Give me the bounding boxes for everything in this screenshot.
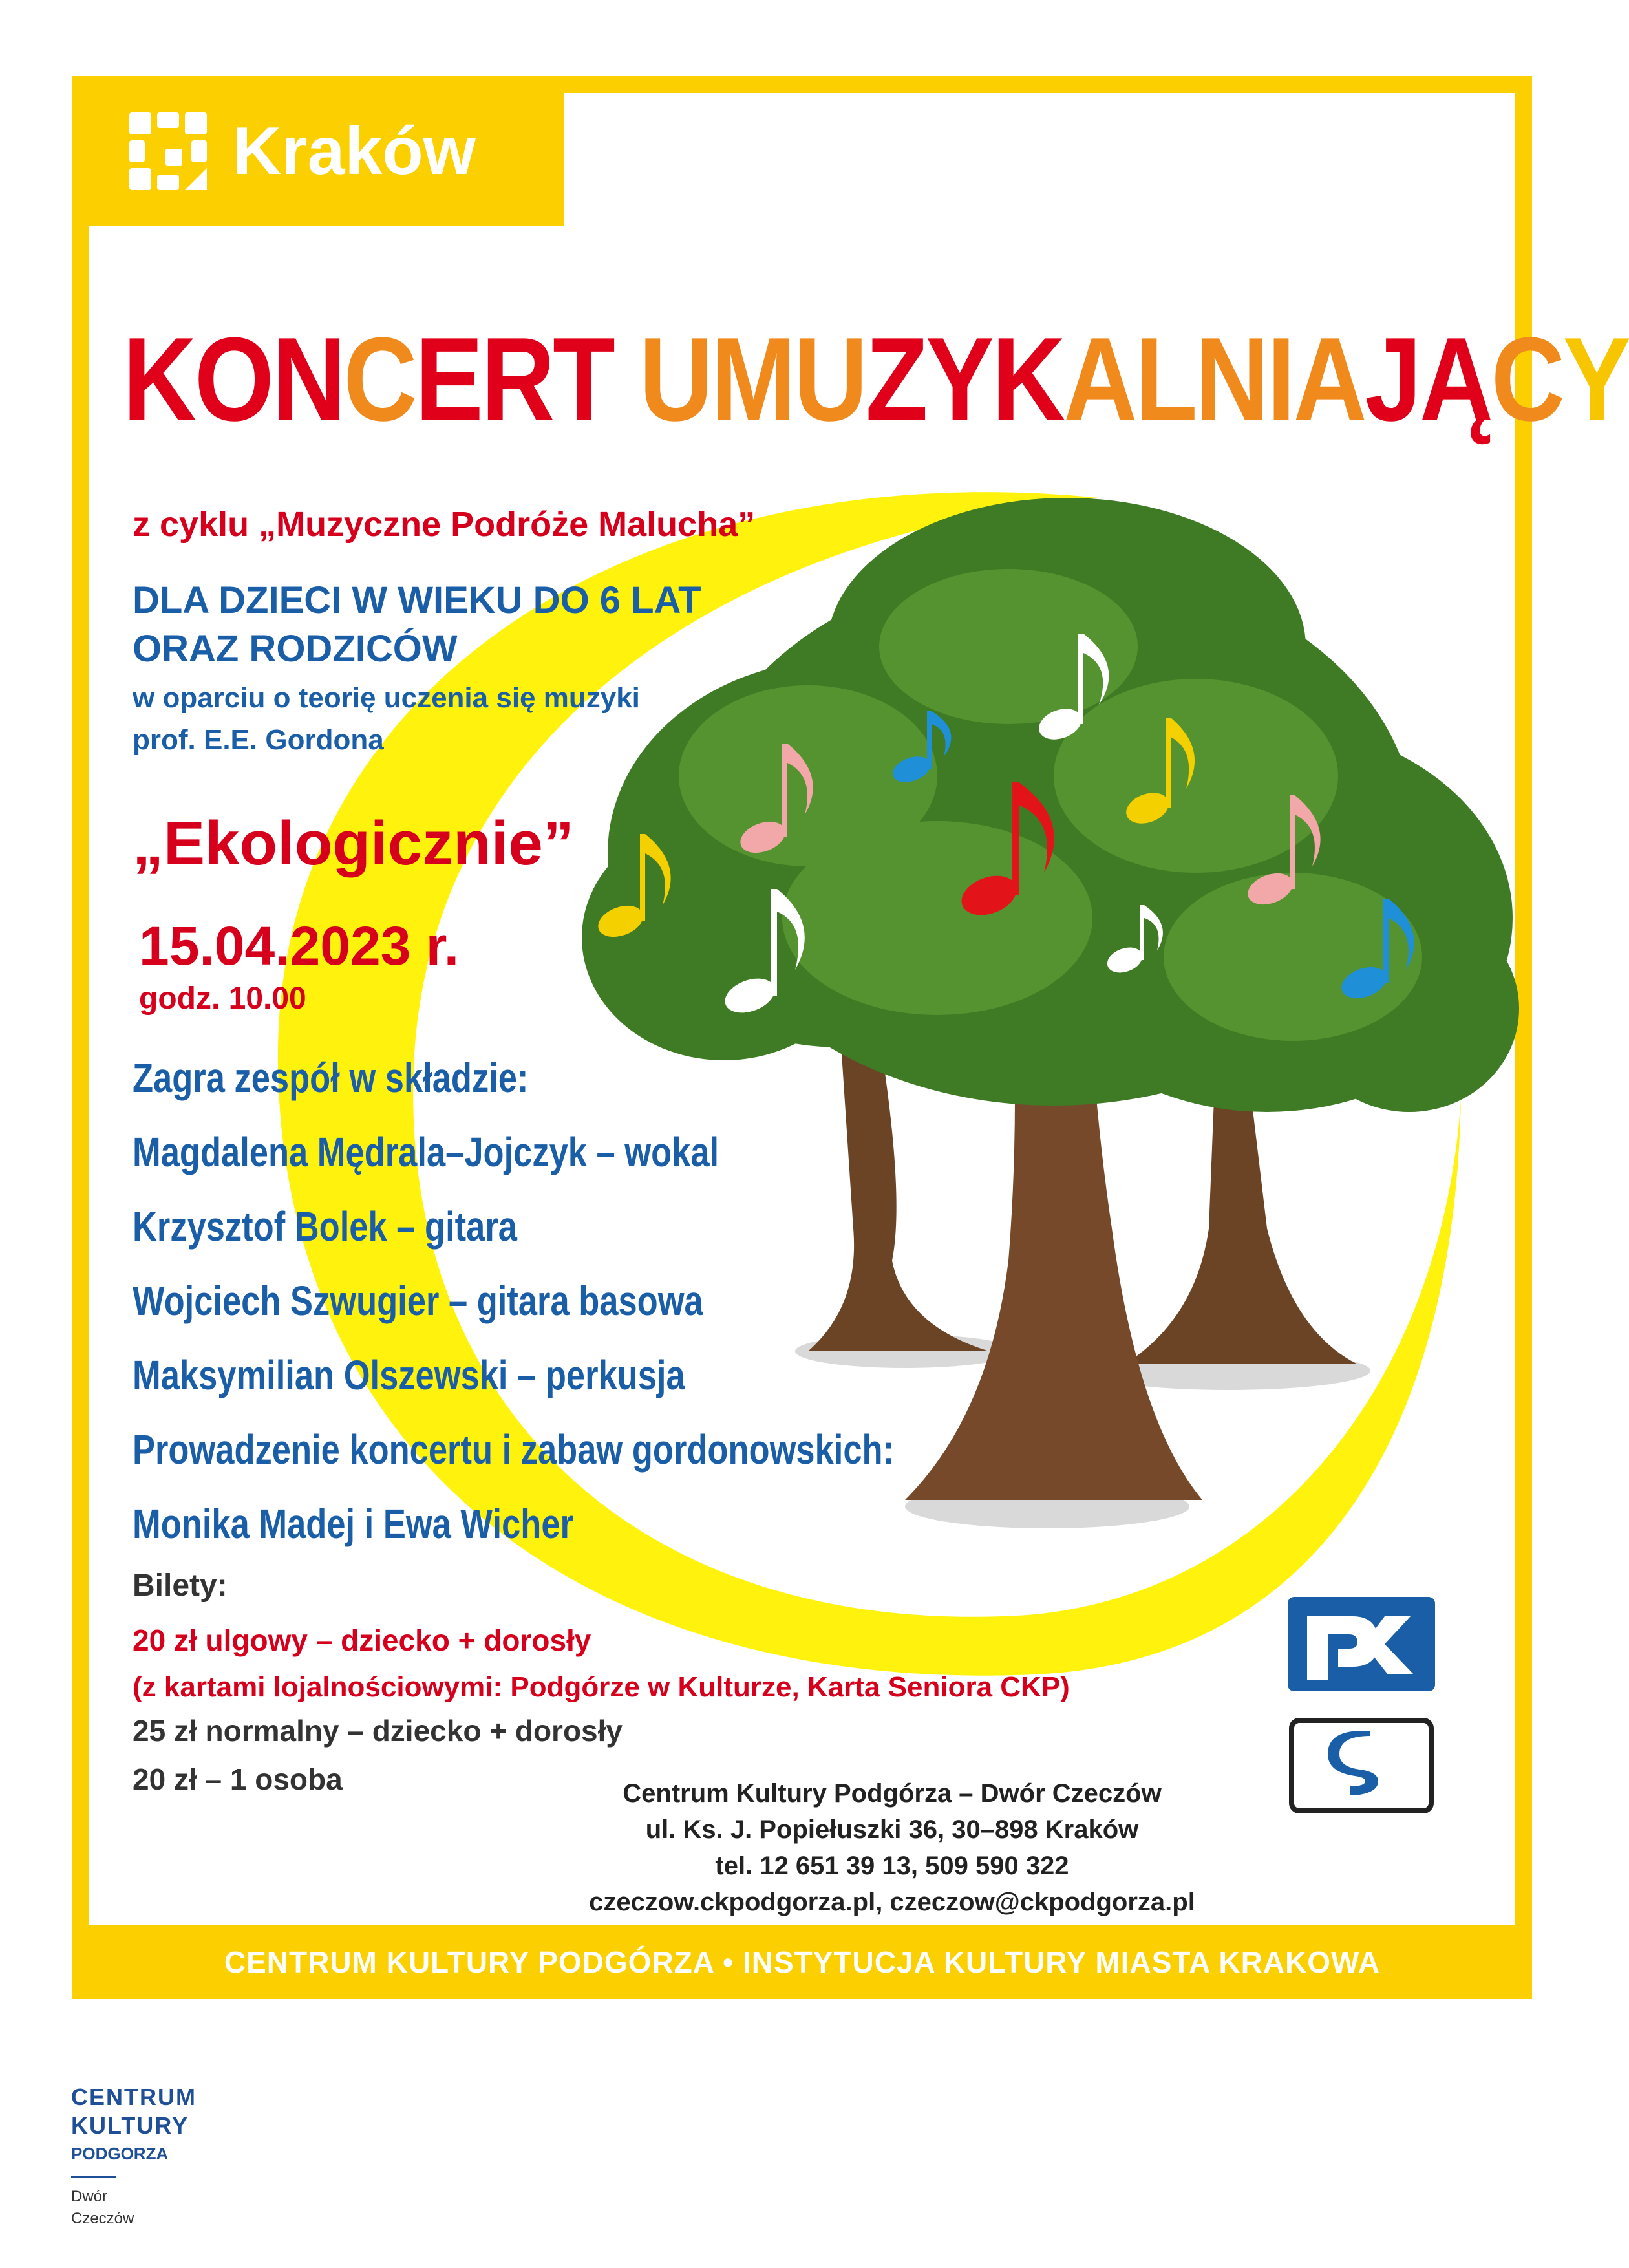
ticket-single: 20 zł – 1 osoba (133, 1762, 343, 1796)
series-subtitle: z cyklu „Muzyczne Podróże Malucha” (133, 505, 756, 544)
krakow-badge (72, 76, 564, 226)
city-name: Kraków (233, 113, 476, 189)
footer-text: CENTRUM KULTURY PODGÓRZA • INSTYTUCJA KULTURY MIASTA KRAKOWA (224, 1945, 1381, 1979)
hosts-names: Monika Madej i Ewa Wicher (133, 1501, 573, 1547)
tickets-label: Bilety: (133, 1568, 228, 1603)
trunk-right (1125, 1067, 1358, 1364)
band-member: Wojciech Szwugier – gitara basowa (133, 1278, 703, 1324)
method-line-1: w oparciu o teorię uczenia się muzyki (133, 682, 640, 714)
title-segment: ERT (415, 312, 639, 445)
title-segment: C (1491, 312, 1563, 445)
bottom-logo-sub-1: Dwór (71, 2188, 108, 2205)
hosts-heading: Prowadzenie koncertu i zabaw gordonowskich: (133, 1426, 895, 1473)
contact-venue: Centrum Kultury Podgórza – Dwór Czeczów (623, 1779, 1162, 1808)
ticket-normal: 25 zł normalny – dziecko + dorosły (133, 1714, 623, 1748)
bottom-logo-sub-2: Czeczów (71, 2210, 134, 2227)
event-time: godz. 10.00 (139, 981, 306, 1016)
band-member: Magdalena Mędrala–Jojczyk – wokal (133, 1129, 719, 1175)
title-segment: ZY (865, 312, 992, 445)
bottom-logo-line-2: KULTURY (71, 2112, 189, 2139)
band-member: Krzysztof Bolek – gitara (133, 1203, 517, 1250)
ticket-reduced: 20 zł ulgowy – dziecko + dorosły (133, 1623, 591, 1657)
bottom-logo-line-1: CENTRUM (71, 2084, 197, 2110)
contact-phone: tel. 12 651 39 13, 509 590 322 (715, 1852, 1069, 1880)
event-date: 15.04.2023 r. (139, 915, 460, 976)
event-title (123, 310, 1629, 447)
title-segment: Y (1562, 312, 1629, 445)
krakow-logo-icon (129, 112, 207, 190)
title-segment: UMU (639, 312, 866, 445)
event-name: „Ekologicznie” (133, 809, 574, 878)
bottom-logo-line-3: PODGORZA (71, 2144, 169, 2163)
contact-web: czeczow.ckpodgorza.pl, czeczow@ckpodgorza.pl (589, 1888, 1195, 1916)
footer-band (72, 1925, 1532, 1999)
title-segment: JĄ (1365, 312, 1491, 445)
ticket-loyalty-note: (z kartami lojalnościowymi: Podgórze w Kulturze, Karta Seniora CKP) (133, 1671, 1070, 1703)
title-segment: KON (123, 312, 344, 445)
audience-line-2: ORAZ RODZICÓW (133, 628, 458, 670)
title-segment: C (343, 312, 416, 445)
audience-line-1: DLA DZIECI W WIEKU DO 6 LAT (133, 579, 701, 621)
method-line-2: prof. E.E. Gordona (133, 724, 384, 756)
band-member: Maksymilian Olszewski – perkusja (133, 1352, 685, 1398)
title-segment: ALNIA (1063, 312, 1365, 445)
ckp-bottom-logo (71, 2083, 197, 2230)
bottom-logo-divider (71, 2176, 116, 2178)
ckp-logo-icon (1288, 1597, 1435, 1691)
contact-address: ul. Ks. J. Popiełuszki 36, 30–898 Kraków (645, 1815, 1139, 1844)
s-logo-icon (1288, 1717, 1435, 1815)
title-segment: K (992, 312, 1064, 445)
band-heading: Zagra zespół w składzie: (133, 1054, 529, 1101)
